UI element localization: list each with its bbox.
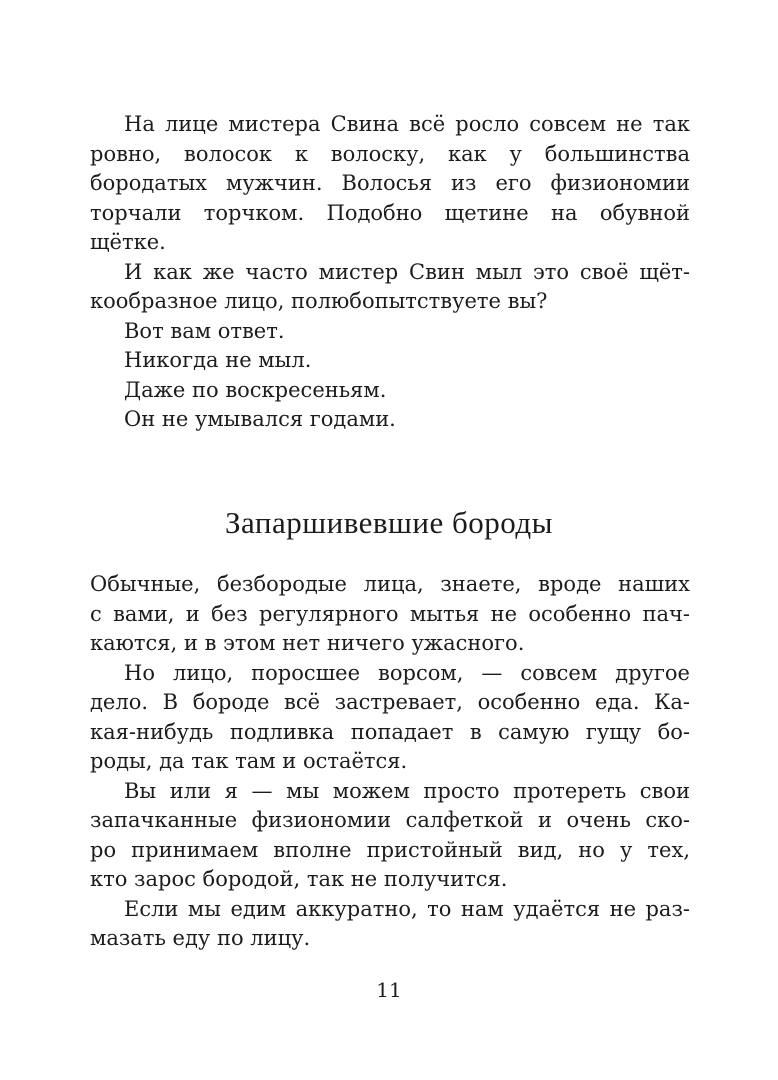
text-line: ровно, волосок к волоску, как у большинства bbox=[90, 141, 690, 166]
text-line: ро принимаем вполне пристойный вид, но у тех, bbox=[90, 837, 690, 862]
text-line: торчали торчком. Подобно щетине на обувной bbox=[90, 200, 690, 225]
paragraph bbox=[90, 376, 690, 406]
text-line: с вами, и без регулярного мытья не особенно пач- bbox=[90, 601, 690, 626]
text-block-bottom bbox=[90, 570, 690, 954]
text-line: И как же часто мистер Свин мыл это своё щёт- bbox=[124, 259, 690, 284]
text-line: Никогда не мыл. bbox=[124, 348, 312, 372]
text-line: кообразное лицо, полюбопытствуете вы? bbox=[90, 289, 548, 313]
paragraph bbox=[90, 405, 690, 435]
paragraph bbox=[90, 570, 690, 659]
text-line: На лице мистера Свина всё росло совсем не так bbox=[124, 112, 690, 136]
text-line: Но лицо, поросшее ворсом, — совсем другое bbox=[124, 660, 690, 685]
text-line: Если мы едим аккуратно, то нам удаётся не раз- bbox=[124, 896, 690, 921]
text-line: Даже по воскресеньям. bbox=[124, 377, 387, 402]
text-line: Вы или я — мы можем просто протереть свои bbox=[124, 778, 690, 803]
text-line: бородатых мужчин. Волосья из его физиономии bbox=[90, 171, 690, 195]
text-line: Обычные, безбородые лица, знаете, вроде наших bbox=[90, 572, 690, 596]
paragraph bbox=[90, 258, 690, 317]
paragraph bbox=[90, 317, 690, 347]
text-line: запачканные физиономии салфеткой и очень ско- bbox=[90, 808, 690, 832]
text-line: кая-нибудь подливка попадает в самую гущу бо- bbox=[90, 719, 690, 744]
text-line: Вот вам ответ. bbox=[124, 318, 285, 343]
text-line: каются, и в этом нет ничего ужасного. bbox=[90, 631, 525, 655]
text-line: роды, да так там и остаётся. bbox=[90, 749, 408, 773]
paragraph bbox=[90, 659, 690, 777]
text-line: кто зарос бородой, так не получится. bbox=[90, 867, 508, 891]
text-line: дело. В бороде всё застревает, особенно еда. Ка- bbox=[90, 690, 690, 714]
paragraph bbox=[90, 110, 690, 258]
text-line: мазать еду по лицу. bbox=[90, 926, 311, 950]
page-number: 11 bbox=[376, 978, 402, 1002]
paragraph bbox=[90, 895, 690, 954]
text-block-top bbox=[90, 110, 690, 435]
paragraph bbox=[90, 346, 690, 376]
chapter-title: Запаршивевшие бороды bbox=[225, 505, 553, 540]
text-line: щётке. bbox=[90, 230, 166, 254]
paragraph bbox=[90, 777, 690, 895]
text-line: Он не умывался годами. bbox=[124, 407, 396, 431]
